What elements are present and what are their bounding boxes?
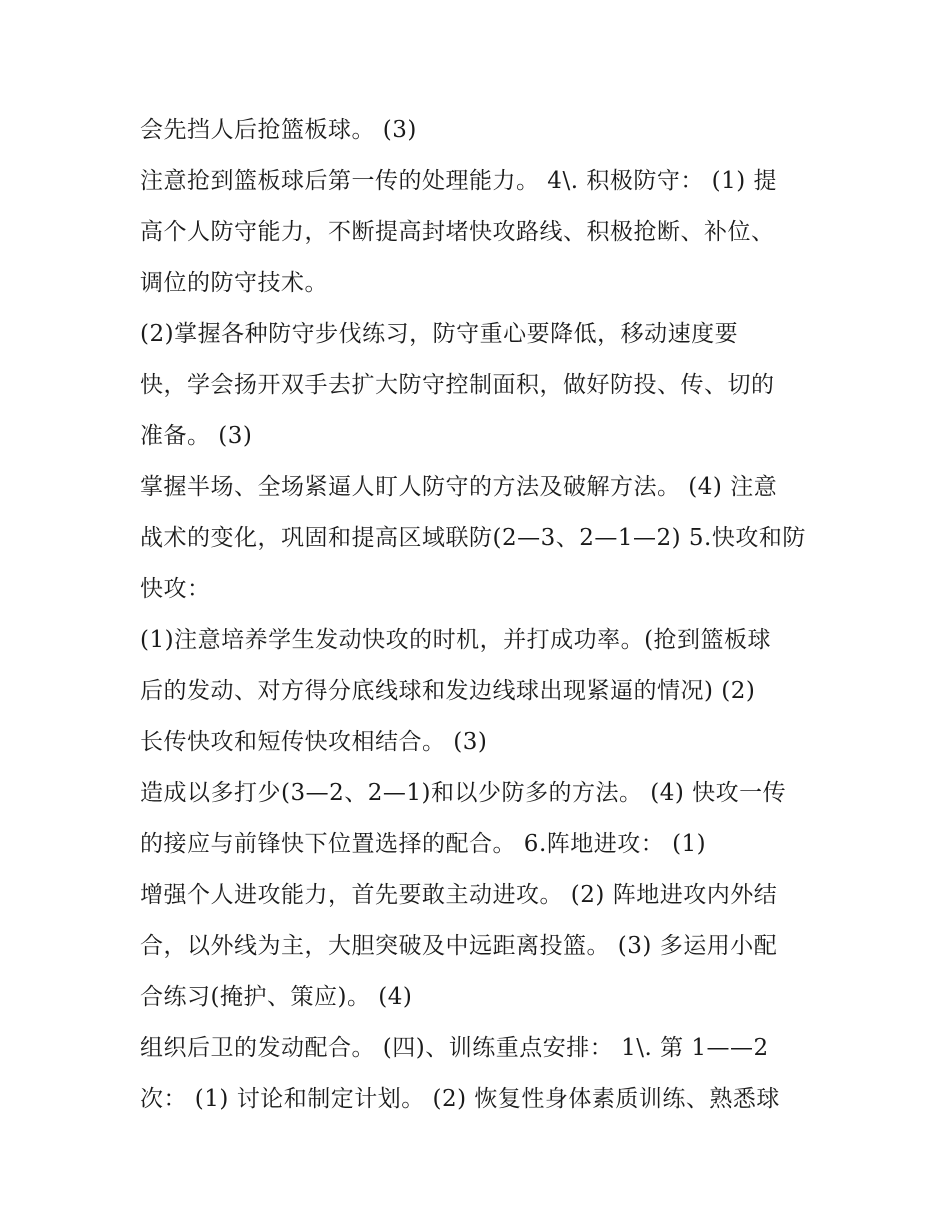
body-text (140, 105, 820, 1125)
text-line: 快，学会扬开双手去扩大防守控制面积，做好防投、传、切的 (140, 372, 775, 398)
text-line: 快攻： (140, 576, 211, 602)
text-line: 注意抢到篮板球后第一传的处理能力。 4\. 积极防守： (1) 提 (140, 168, 778, 194)
text-line: 准备。 (3) (140, 423, 253, 449)
text-line: 调位的防守技术。 (140, 270, 328, 296)
text-line: 造成以多打少(3—2、2—1)和以少防多的方法。 (4) 快攻一传 (140, 780, 787, 806)
text-line: 组织后卫的发动配合。 (四)、训练重点安排： 1\. 第 1——2 (140, 1035, 769, 1061)
text-line: (1)注意培养学生发动快攻的时机，并打成功率。(抢到篮板球 (140, 627, 772, 653)
text-line: 掌握半场、全场紧逼人盯人防守的方法及破解方法。 (4) 注意 (140, 474, 778, 500)
text-line: 次： (1) 讨论和制定计划。 (2) 恢复性身体素质训练、熟悉球 (140, 1086, 780, 1112)
text-line: 合，以外线为主，大胆突破及中远距离投篮。 (3) 多运用小配 (140, 933, 778, 959)
text-line: 合练习(掩护、策应)。 (4) (140, 984, 413, 1010)
text-line: 会先挡人后抢篮板球。 (3) (140, 117, 417, 143)
text-line: 高个人防守能力，不断提高封堵快攻路线、积极抢断、补位、 (140, 219, 775, 245)
text-line: 后的发动、对方得分底线球和发边线球出现紧逼的情况) (2) (140, 678, 756, 704)
text-line: 的接应与前锋快下位置选择的配合。 6.阵地进攻： (1) (140, 831, 707, 857)
text-line: 战术的变化，巩固和提高区域联防(2—3、2—1—2) 5.快攻和防 (140, 525, 806, 551)
text-line: (2)掌握各种防守步伐练习，防守重心要降低，移动速度要 (140, 321, 739, 347)
text-line: 长传快攻和短传快攻相结合。 (3) (140, 729, 488, 755)
text-line: 增强个人进攻能力，首先要敢主动进攻。 (2) 阵地进攻内外结 (140, 882, 778, 908)
